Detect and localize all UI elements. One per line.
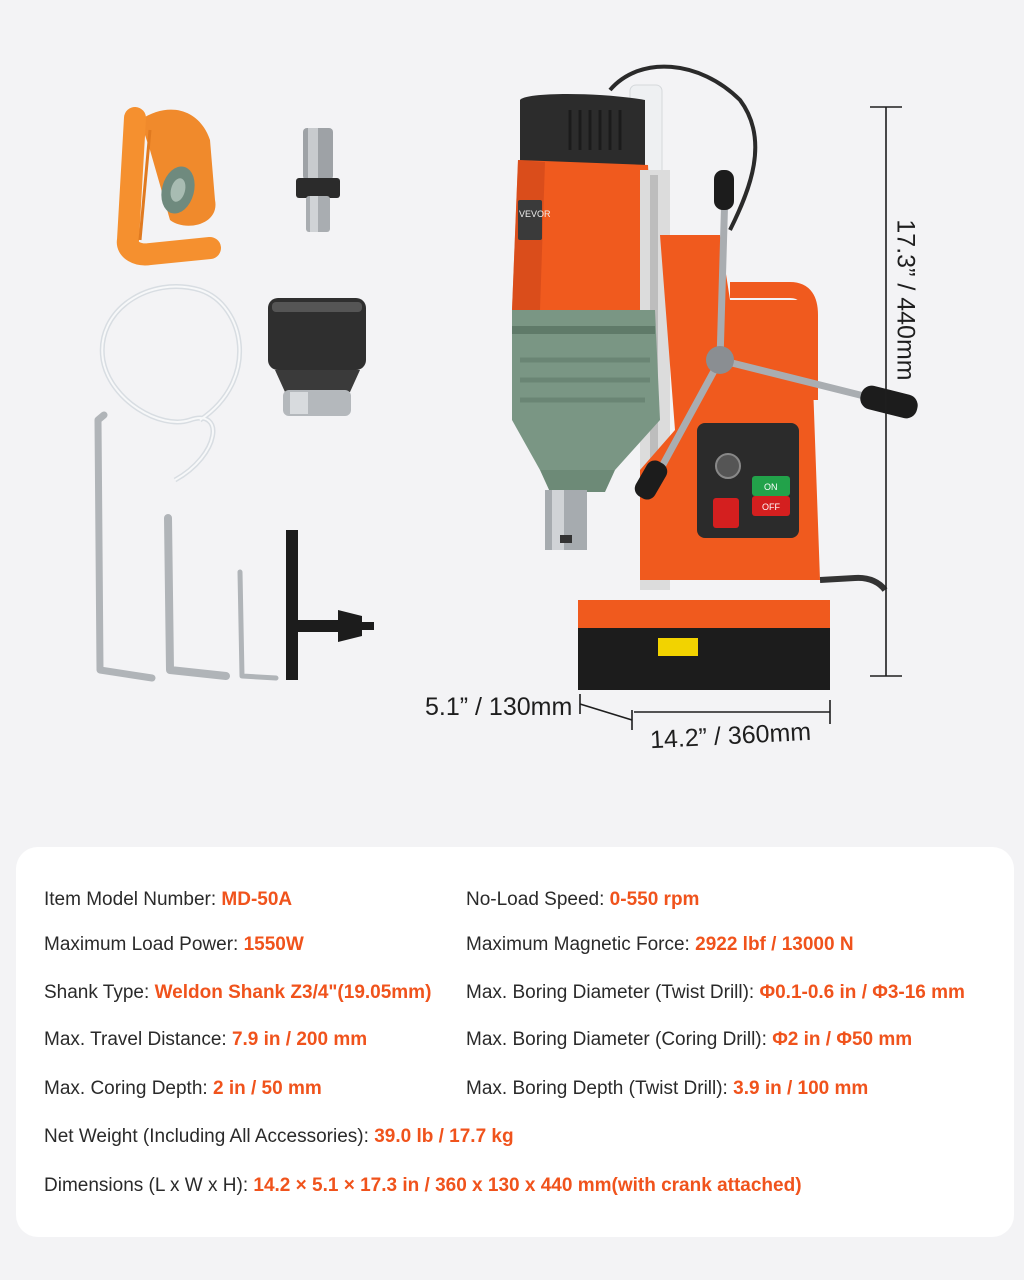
spec-speed: No-Load Speed: 0-550 rpm: [466, 889, 700, 910]
switch-off-label: OFF: [762, 502, 780, 512]
spec-weight: Net Weight (Including All Accessories): 39.0 lb / 17.7 kg: [44, 1126, 514, 1147]
spec-magnetic-force: Maximum Magnetic Force: 2922 lbf / 13000 N: [466, 934, 854, 955]
switch-on-label: ON: [764, 482, 778, 492]
chuck-key-icon: [286, 530, 374, 680]
spec-shank-value: Weldon Shank Z3/4"(19.05mm): [154, 982, 432, 1003]
spec-power: Maximum Load Power: 1550W: [44, 934, 304, 955]
height-dimension-label: 17.3” / 440mm: [891, 219, 920, 381]
spec-boring-depth-value: 3.9 in / 100 mm: [733, 1078, 869, 1099]
spec-boring-coring-value: Φ2 in / Φ50 mm: [772, 1029, 913, 1050]
spec-coring-depth-value: 2 in / 50 mm: [212, 1078, 322, 1099]
spec-model: Item Model Number: MD-50A: [44, 889, 293, 910]
magnetic-drill-icon: [512, 67, 920, 690]
spec-shank: Shank Type: Weldon Shank Z3/4"(19.05mm): [44, 982, 432, 1003]
safety-strap-icon: [128, 110, 216, 255]
specifications-card: [16, 847, 1014, 1237]
spec-coring-depth: Max. Coring Depth: 2 in / 50 mm: [44, 1078, 322, 1099]
spec-power-value: 1550W: [243, 934, 304, 955]
spec-travel-value: 7.9 in / 200 mm: [231, 1029, 368, 1050]
spec-dimensions: Dimensions (L x W x H): 14.2 × 5.1 × 17.3 in / 360 x 130 x 440 mm(with crank attached): [44, 1175, 802, 1196]
arbor-adapter-icon: [296, 128, 340, 232]
spec-model-value: MD-50A: [221, 889, 293, 910]
hex-keys-icon: [98, 415, 276, 678]
spec-magnetic-value: 2922 lbf / 13000 N: [695, 934, 854, 955]
depth-dimension-label: 5.1” / 130mm: [425, 693, 573, 721]
spec-travel: Max. Travel Distance: 7.9 in / 200 mm: [44, 1029, 368, 1050]
spec-speed-value: 0-550 rpm: [609, 889, 700, 910]
spec-boring-depth: Max. Boring Depth (Twist Drill): 3.9 in / 100 mm: [466, 1078, 869, 1099]
spec-weight-value: 39.0 lb / 17.7 kg: [374, 1126, 514, 1147]
drill-chuck-icon: [268, 298, 366, 416]
spec-boring-twist: Max. Boring Diameter (Twist Drill): Φ0.1-0.6 in / Φ3-16 mm: [466, 982, 965, 1003]
width-dimension-label: 14.2” / 360mm: [649, 717, 812, 755]
spec-boring-coring: Max. Boring Diameter (Coring Drill): Φ2 in / Φ50 mm: [466, 1029, 913, 1050]
brand-logo: VEVOR: [519, 209, 551, 219]
coolant-tube-icon: [102, 286, 239, 480]
spec-dimensions-value: 14.2 × 5.1 × 17.3 in / 360 x 130 x 440 mm(with crank attached): [253, 1175, 802, 1196]
spec-boring-twist-value: Φ0.1-0.6 in / Φ3-16 mm: [759, 982, 965, 1003]
